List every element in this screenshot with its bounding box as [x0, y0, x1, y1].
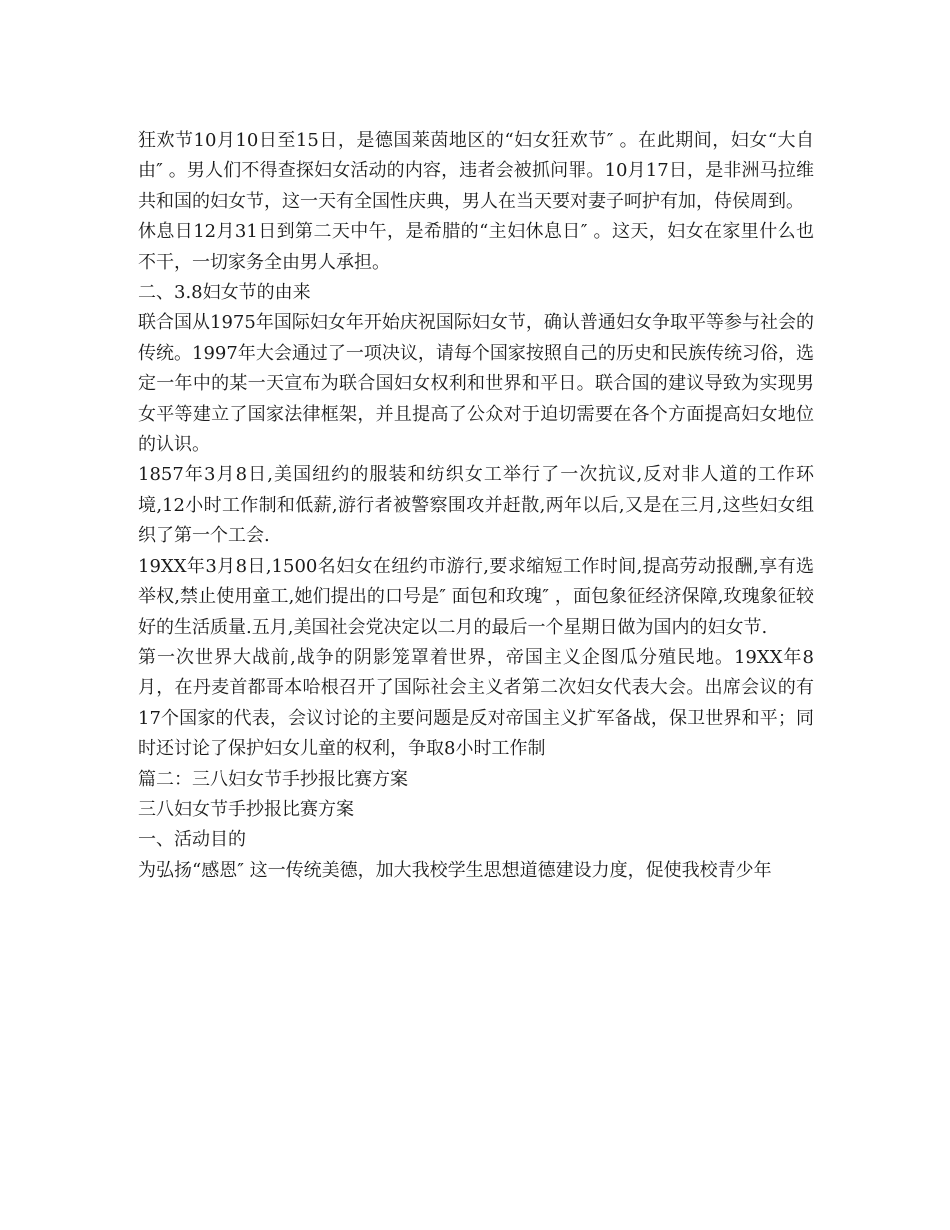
- paragraph-19xx-march: 19XX年3月8日,1500名妇女在纽约市游行,要求缩短工作时间,提高劳动报酬,享有选举权,禁止使用童工,她们提出的口号是″ 面包和玫瑰″ ，面包象征经济保障,玫瑰象征较好的生活质量.五月,美国社会党决定以二月的最后一个星期日做为国内的妇女节.: [138, 555, 814, 638]
- paragraph-world-war: 第一次世界大战前,战争的阴影笼罩着世界，帝国主义企图瓜分殖民地。19XX年8月，在丹麦首都哥本哈根召开了国际社会主义者第二次妇女代表大会。出席会议的有17个国家的代表，会议讨论的主要问题是反对帝国主义扩军备战，保卫世界和平；同时还讨论了保护妇女儿童的权利，争取8小时工作制: [138, 646, 814, 760]
- paragraph-1857: 1857年3月8日,美国纽约的服装和纺织女工举行了一次抗议,反对非人道的工作环境,12小时工作制和低薪,游行者被警察围攻并赶散,两年以后,又是在三月,这些妇女组织了第一个工会.: [138, 464, 814, 547]
- article-title: 三八妇女节手抄报比赛方案: [138, 798, 354, 820]
- section-heading-purpose: 一、活动目的: [138, 829, 246, 851]
- paragraph-united-nations: 联合国从1975年国际妇女年开始庆祝国际妇女节，确认普通妇女争取平等参与社会的传统。1997年大会通过了一项决议，请每个国家按照自己的历史和民族传统习俗，选定一年中的某一天宣布为联合国妇女权利和世界和平日。联合国的建议导致为实现男女平等建立了国家法律框架，并且提高了公众对于迫切需要在各个方面提高妇女地位的认识。: [138, 312, 814, 456]
- paragraph-rest-day: 休息日12月31日到第二天中午，是希腊的“主妇休息日″ 。这天，妇女在家里什么也不干，一切家务全由男人承担。: [138, 221, 814, 273]
- document-body: [138, 126, 814, 886]
- article-heading-part-two: 篇二：三八妇女节手抄报比赛方案: [138, 768, 408, 790]
- paragraph-purpose: 为弘扬“感恩″ 这一传统美德，加大我校学生思想道德建设力度，促使我校青少年: [138, 859, 772, 881]
- paragraph-carnival: 狂欢节10月10日至15日，是德国莱茵地区的“妇女狂欢节″ 。在此期间，妇女“大自由″ 。男人们不得查探妇女活动的内容，违者会被抓问罪。10月17日，是非洲马拉维共和国的妇女节，这一天有全国性庆典，男人在当天要对妻子呵护有加，侍侯周到。: [138, 130, 814, 212]
- section-heading-origin: 二、3.8妇女节的由来: [138, 282, 311, 304]
